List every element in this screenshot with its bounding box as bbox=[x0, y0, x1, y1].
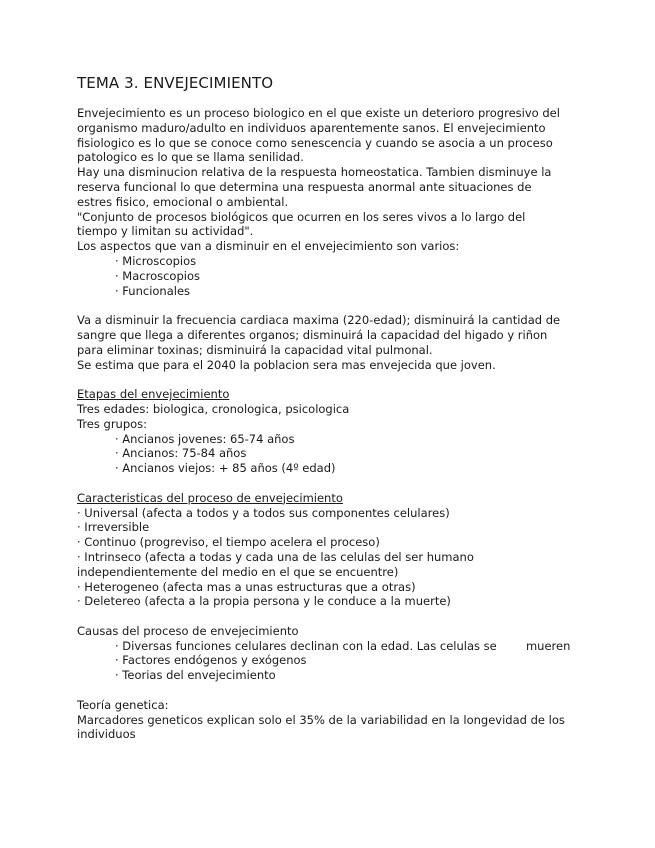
stage-group-item: · Ancianos viejos: + 85 años (4º edad) bbox=[115, 461, 336, 476]
characteristic-item: · Heterogeneo (afecta mas a unas estructuras que a otras) bbox=[77, 579, 416, 594]
stage-group-item: · Ancianos jovenes: 65-74 años bbox=[115, 431, 295, 446]
intro-line: tiempo y limitan su actividad". bbox=[77, 224, 254, 239]
document-title: TEMA 3. ENVEJECIMIENTO bbox=[77, 74, 274, 92]
cause-item: · Factores endógenos y exógenos bbox=[115, 653, 307, 668]
intro-line: fisiologico es lo que se conoce como senescencia y cuando se asocia a un proceso bbox=[77, 135, 553, 150]
effects-line: sangre que llega a diferentes organos; disminuirá la capacidad del higado y riñon bbox=[77, 327, 548, 342]
stages-heading: Etapas del envejecimiento bbox=[77, 387, 230, 402]
stages-line: Tres grupos: bbox=[77, 416, 148, 431]
paragraph-gap bbox=[77, 372, 577, 387]
intro-line: reserva funcional lo que determina una respuesta anormal ante situaciones de bbox=[77, 179, 532, 194]
effects-line: para eliminar toxinas; disminuirá la capacidad vital pulmonal. bbox=[77, 342, 433, 357]
characteristic-item: · Irreversible bbox=[77, 520, 150, 535]
genetic-line: Marcadores geneticos explican solo el 35% de la variabilidad en la longevidad de los bbox=[77, 712, 565, 727]
paragraph-gap bbox=[77, 683, 577, 698]
effects-line: Va a disminuir la frecuencia cardiaca maxima (220-edad); disminuirá la cantidad de bbox=[77, 313, 561, 328]
paragraph-gap bbox=[77, 298, 577, 313]
aspect-item: · Macroscopios bbox=[115, 268, 200, 283]
genetic-heading: Teoría genetica: bbox=[77, 697, 169, 712]
intro-line: Envejecimiento es un proceso biologico en el que existe un deterioro progresivo del bbox=[77, 106, 560, 120]
characteristic-item: independientemente del medio en el que se encuentre) bbox=[77, 564, 399, 579]
intro-line: Los aspectos que van a disminuir en el envejecimiento son varios: bbox=[77, 239, 460, 254]
stage-group-item: · Ancianos: 75-84 años bbox=[115, 446, 247, 461]
characteristic-item: · Continuo (progreviso, el tiempo acelera el proceso) bbox=[77, 535, 380, 550]
aspect-item: · Funcionales bbox=[115, 283, 191, 298]
intro-line: estres fisico, emocional o ambiental. bbox=[77, 194, 289, 209]
cause-item: · Teorias del envejecimiento bbox=[115, 668, 276, 683]
intro-line: "Conjunto de procesos biológicos que ocurren en los seres vivos a lo largo del bbox=[77, 209, 526, 224]
effects-line: Se estima que para el 2040 la poblacion sera mas envejecida que joven. bbox=[77, 357, 496, 372]
intro-line: patologico es lo que se llama senilidad. bbox=[77, 150, 304, 165]
causes-heading: Causas del proceso de envejecimiento bbox=[77, 623, 299, 638]
document-body bbox=[77, 106, 577, 742]
paragraph-gap bbox=[77, 476, 577, 491]
characteristics-heading: Caracteristicas del proceso de envejecimiento bbox=[77, 490, 343, 505]
stages-line: Tres edades: biologica, cronologica, psicologica bbox=[77, 401, 350, 416]
characteristic-item: · Intrinseco (afecta a todas y cada una de las celulas del ser humano bbox=[77, 549, 474, 564]
aspect-item: · Microscopios bbox=[115, 253, 197, 268]
cause-item: · Diversas funciones celulares declinan con la edad. Las celulas se mueren bbox=[115, 638, 571, 653]
intro-line: organismo maduro/adulto en individuos aparentemente sanos. El envejecimiento bbox=[77, 120, 546, 135]
genetic-line: individuos bbox=[77, 727, 136, 742]
characteristic-item: · Deletereo (afecta a la propia persona y le conduce a la muerte) bbox=[77, 594, 451, 609]
characteristic-item: · Universal (afecta a todos y a todos sus componentes celulares) bbox=[77, 505, 450, 520]
paragraph-gap bbox=[77, 609, 577, 624]
intro-line: Hay una disminucion relativa de la respuesta homeostatica. Tambien disminuye la bbox=[77, 165, 552, 180]
